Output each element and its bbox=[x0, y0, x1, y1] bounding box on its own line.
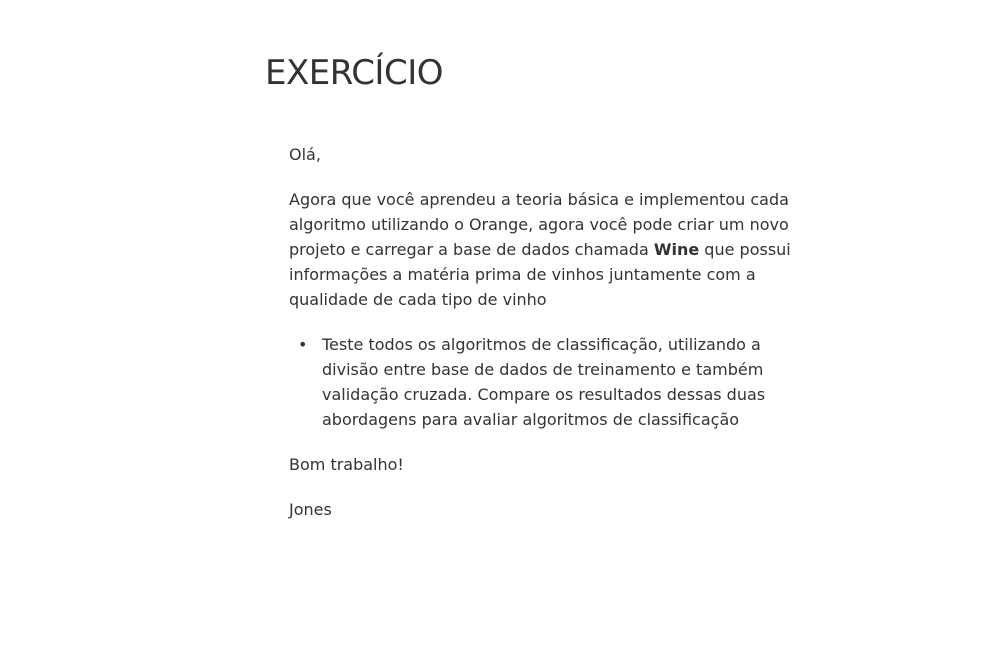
bullet-icon: • bbox=[298, 335, 308, 354]
signature-text: Jones bbox=[289, 500, 332, 519]
list-item bbox=[298, 332, 794, 432]
intro-paragraph bbox=[289, 187, 794, 312]
message-body bbox=[289, 142, 794, 542]
closing-text: Bom trabalho! bbox=[289, 455, 404, 474]
task-text: Teste todos os algoritmos de classificação, utilizando a divisão entre base de dados de treinamento e também validação cruzada. Compare os resultados dessas duas abordagens para avaliar algoritmos de classificação bbox=[322, 335, 766, 429]
dataset-name: Wine bbox=[653, 240, 700, 259]
task-list bbox=[289, 332, 794, 432]
greeting-text: Olá, bbox=[289, 145, 321, 164]
page-title: EXERCÍCIO bbox=[265, 53, 443, 93]
intro-text-part1: Agora que você aprendeu a teoria básica e implementou cada algoritmo utilizando o Orange, agora você pode criar um novo projeto e carregar a base de dados chamada bbox=[289, 190, 789, 259]
intro-text-part2: que possui informações a matéria prima de vinhos juntamente com a qualidade de cada tipo de vinho bbox=[289, 240, 791, 309]
